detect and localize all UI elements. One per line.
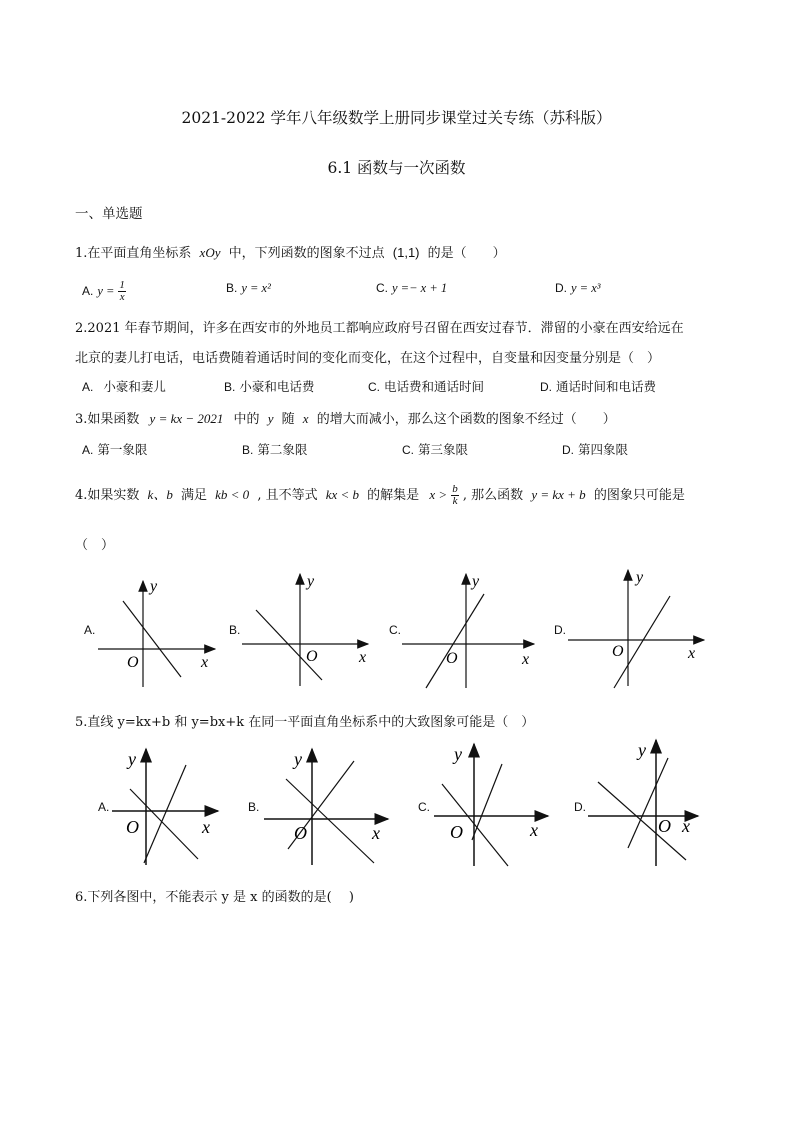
- origin-label: O: [658, 816, 671, 836]
- page-title: 2021-2022 学年八年级数学上册同步课堂过关专练（苏科版）: [181, 109, 612, 127]
- line-2: [144, 765, 186, 863]
- q4-graph-b-letter[interactable]: B.: [229, 623, 241, 637]
- q5-graph-a-letter[interactable]: A.: [98, 800, 110, 814]
- option-letter: D.: [562, 443, 574, 457]
- option-letter: C.: [376, 281, 388, 295]
- q5-graph-c-letter[interactable]: C.: [418, 800, 430, 814]
- line-1: [598, 782, 686, 860]
- x-label: x: [372, 823, 380, 843]
- function-line: [256, 610, 322, 680]
- y-label: y: [128, 749, 136, 769]
- fraction-denominator: x: [119, 291, 125, 303]
- origin-label: O: [294, 823, 307, 843]
- option-letter: B.: [224, 380, 236, 394]
- option-letter: B.: [226, 281, 238, 295]
- option-text: 电话费和通话时间: [383, 379, 484, 394]
- q3-option-c[interactable]: [402, 440, 468, 458]
- question-2-line-1: 2.2021 年春节期间，许多在西安市的外地员工都响应政府号召留在西安过春节．滞留的小豪在西安给远在: [75, 321, 684, 336]
- q3-text-4: 的增大而减小，那么这个函数的图象不经过（ ）: [316, 412, 616, 427]
- option-letter: A.: [82, 443, 94, 457]
- fraction-denominator: k: [452, 495, 458, 507]
- q1-coord-system: xOy: [199, 245, 221, 260]
- q1-text-3: 的是（ ）: [427, 246, 506, 261]
- origin-label: O: [126, 817, 139, 837]
- q4-condition: kb < 0: [215, 487, 250, 502]
- option-text: 第二象限: [257, 442, 308, 457]
- q1-text-2: 中，下列函数的图象不过点: [228, 246, 385, 261]
- option-text: 通话时间和电话费: [555, 379, 656, 394]
- origin-label: O: [612, 643, 624, 660]
- origin-label: O: [450, 822, 463, 842]
- q4-graph-d-letter[interactable]: D.: [554, 623, 566, 637]
- q4-text-1: 4.如果实数: [75, 488, 140, 503]
- q5-graph-c[interactable]: [432, 740, 562, 868]
- option-text: 小豪和妻儿: [103, 379, 166, 394]
- option-letter: C.: [402, 443, 414, 457]
- q3-option-d[interactable]: [562, 440, 628, 458]
- option-text: 第一象限: [97, 442, 148, 457]
- y-label: y: [307, 573, 315, 590]
- question-4-stem: [75, 484, 685, 507]
- q4-graph-a-letter[interactable]: A.: [84, 623, 96, 637]
- q4-text-2: 满足: [180, 488, 207, 503]
- fraction: [451, 484, 459, 507]
- y-label: y: [638, 740, 646, 760]
- q1-point: (1,1): [392, 245, 420, 260]
- q1-option-d[interactable]: [555, 280, 601, 296]
- x-label: x: [688, 645, 696, 662]
- line-1: [286, 779, 374, 863]
- option-letter: D.: [555, 281, 567, 295]
- q3-option-b[interactable]: [242, 440, 307, 458]
- q4-inequality: kx < b: [325, 487, 360, 502]
- question-3-stem: [75, 408, 616, 427]
- function-line: [426, 594, 484, 688]
- q3-text-1: 3.如果函数: [75, 412, 140, 427]
- option-letter: A.: [82, 284, 94, 298]
- option-text: 第四象限: [577, 442, 628, 457]
- q5-graph-a[interactable]: [110, 745, 230, 867]
- option-expr: y =: [97, 284, 115, 298]
- option-letter: D.: [540, 380, 552, 394]
- x-label: x: [522, 651, 530, 668]
- x-label: x: [530, 820, 538, 840]
- option-letter: A.: [82, 380, 94, 394]
- option-letter: B.: [242, 443, 254, 457]
- q4-text-3: , 且不等式: [257, 488, 318, 503]
- q2-option-a[interactable]: [82, 377, 166, 395]
- q3-option-a[interactable]: [82, 440, 147, 458]
- option-text: 小豪和电话费: [239, 379, 315, 394]
- q3-text-2: 中的: [233, 412, 260, 427]
- q1-option-c[interactable]: [376, 280, 447, 296]
- q4-text-6: 的图象只可能是: [593, 488, 685, 503]
- x-label: x: [202, 817, 210, 837]
- q4-text-4: 的解集是: [367, 488, 420, 503]
- option-text: 第三象限: [417, 442, 468, 457]
- page-subtitle: 6.1 函数与一次函数: [327, 159, 466, 177]
- option-expr: y = x³: [570, 281, 601, 295]
- q1-option-b[interactable]: [226, 280, 271, 296]
- y-label: y: [150, 578, 158, 595]
- question-2-line-2: 北京的妻儿打电话，电话费随着通话时间的变化而变化，在这个过程中，自变量和因变量分别是（ ）: [75, 351, 661, 366]
- section-heading: 一、单选题: [75, 206, 143, 222]
- q1-text-1: 1.在平面直角坐标系: [75, 246, 192, 261]
- q1-option-a[interactable]: [82, 280, 126, 303]
- y-label: y: [454, 744, 462, 764]
- q5-graph-b[interactable]: [262, 745, 397, 867]
- option-expr: y = x²: [241, 281, 271, 295]
- origin-label: O: [127, 654, 139, 671]
- line-1: [130, 789, 198, 859]
- option-letter: C.: [368, 380, 380, 394]
- fraction: [118, 280, 126, 303]
- q4-function: y = kx + b: [531, 487, 586, 502]
- option-expr: y =− x + 1: [391, 281, 448, 295]
- q4-graph-c-letter[interactable]: C.: [389, 623, 401, 637]
- q4-graph-d[interactable]: [566, 566, 711, 690]
- q2-option-b[interactable]: [224, 377, 314, 395]
- x-label: x: [201, 654, 209, 671]
- y-label: y: [294, 749, 302, 769]
- q2-option-c[interactable]: [368, 377, 484, 395]
- q4-solution: x >: [429, 487, 448, 502]
- x-label: x: [359, 649, 367, 666]
- q3-var-y: y: [267, 411, 274, 426]
- question-5-stem: 5.直线 y=kx+b 和 y=bx+k 在同一平面直角坐标系中的大致图象可能是（ ）: [75, 715, 535, 730]
- q5-graph-d-letter[interactable]: D.: [574, 800, 586, 814]
- origin-label: O: [306, 648, 318, 665]
- q4-graph-a[interactable]: [95, 575, 225, 693]
- y-label: y: [636, 569, 644, 586]
- q3-text-3: 随: [281, 412, 295, 427]
- q4-text-5: , 那么函数: [462, 488, 524, 503]
- y-label: y: [472, 573, 480, 590]
- q4-graph-b[interactable]: [240, 570, 380, 688]
- function-line: [614, 596, 670, 688]
- q3-var-x: x: [302, 411, 309, 426]
- q4-answer-paren: （ ）: [75, 538, 115, 553]
- x-label: x: [682, 816, 690, 836]
- line-2: [472, 764, 502, 840]
- fraction-numerator: 1: [119, 279, 125, 291]
- fraction-numerator: b: [452, 483, 458, 495]
- q3-function: y = kx − 2021: [149, 411, 224, 426]
- q4-graph-c[interactable]: [400, 570, 545, 690]
- origin-label: O: [446, 650, 458, 667]
- q5-graph-b-letter[interactable]: B.: [248, 800, 260, 814]
- q2-option-d[interactable]: [540, 377, 656, 395]
- question-6-stem: 6.下列各图中，不能表示 y 是 x 的函数的是( ): [75, 890, 354, 905]
- question-1-stem: [75, 242, 506, 261]
- q4-kb: k、b: [147, 487, 173, 502]
- q5-graph-d[interactable]: [586, 736, 711, 868]
